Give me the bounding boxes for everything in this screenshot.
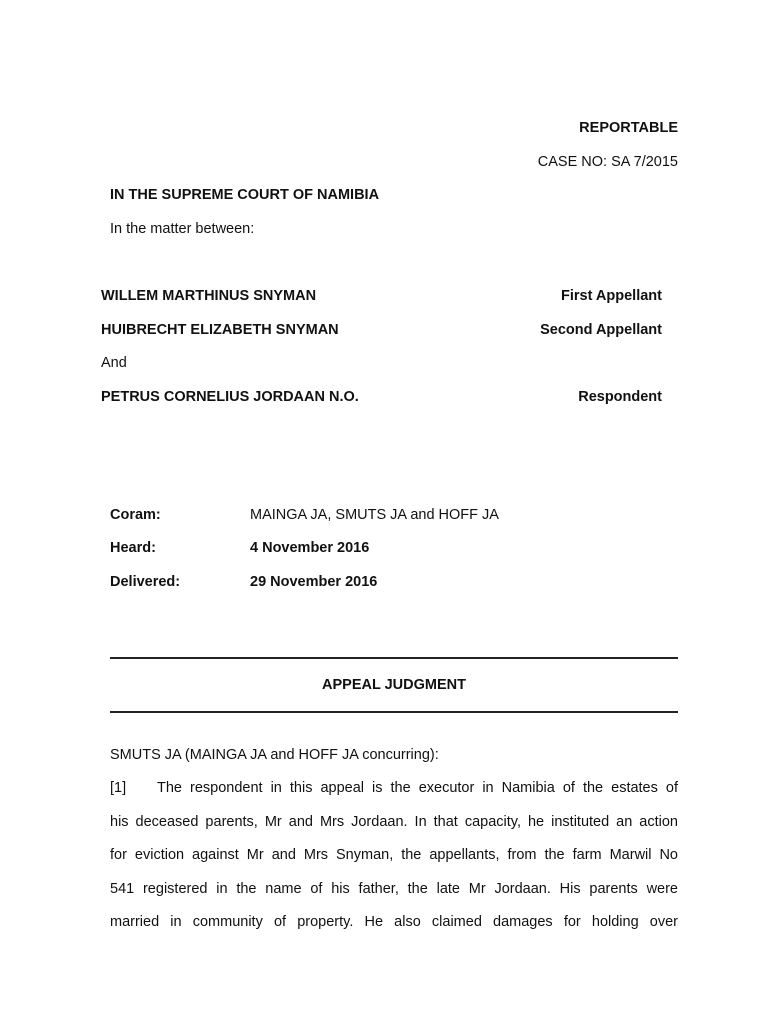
reportable-label: REPORTABLE <box>579 120 678 136</box>
delivered-value: 29 November 2016 <box>250 574 378 590</box>
case-number: CASE NO: SA 7/2015 <box>537 154 678 170</box>
court-title: IN THE SUPREME COURT OF NAMIBIA <box>110 187 380 203</box>
paragraph-line: his deceased parents, Mr and Mrs Jordaan. In that capacity, he instituted an action <box>110 813 678 830</box>
coram-value: MAINGA JA, SMUTS JA and HOFF JA <box>250 507 499 523</box>
delivered-label: Delivered: <box>110 574 181 590</box>
respondent-role: Respondent <box>578 389 662 405</box>
top-divider <box>110 657 678 659</box>
paragraph-line: 541 registered in the name of his father, the late Mr Jordaan. His parents were <box>110 880 678 897</box>
and-connector: And <box>101 355 127 371</box>
bottom-divider <box>110 711 678 713</box>
first-appellant-role: First Appellant <box>561 288 662 304</box>
coram-label: Coram: <box>110 507 161 523</box>
paragraph-1 <box>110 772 678 940</box>
paragraph-line: for eviction against Mr and Mrs Snyman, the appellants, from the farm Marwil No <box>110 847 678 864</box>
paragraph-number: [1] <box>110 780 127 796</box>
paragraph-line: married in community of property. He also claimed damages for holding over <box>110 914 678 931</box>
second-appellant-name: HUIBRECHT ELIZABETH SNYMAN <box>101 322 339 338</box>
respondent-name: PETRUS CORNELIUS JORDAAN N.O. <box>101 389 359 405</box>
judgment-title: APPEAL JUDGMENT <box>322 677 466 693</box>
first-appellant-name: WILLEM MARTHINUS SNYMAN <box>101 288 317 304</box>
heard-value: 4 November 2016 <box>250 540 370 556</box>
matter-between: In the matter between: <box>110 221 255 237</box>
paragraph-line: [1] The respondent in this appeal is the executor in Namibia of the estates of <box>110 772 678 806</box>
author-line: SMUTS JA (MAINGA JA and HOFF JA concurring): <box>110 747 439 763</box>
heard-label: Heard: <box>110 540 156 556</box>
second-appellant-role: Second Appellant <box>540 322 662 338</box>
